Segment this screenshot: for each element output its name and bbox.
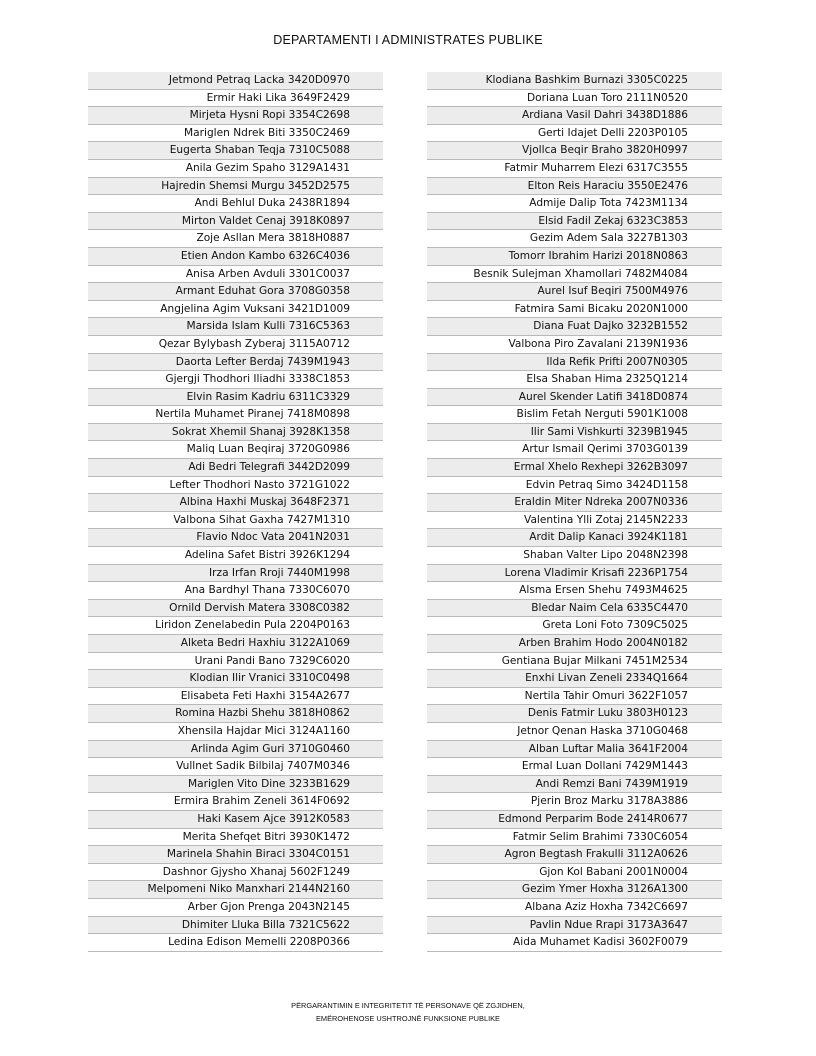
list-row: Gjergji Thodhori Iliadhi 3338C1853 [88, 371, 383, 389]
list-row: Arben Brahim Hodo 2004N0182 [427, 635, 722, 653]
list-row: Marsida Islam Kulli 7316C5363 [88, 318, 383, 336]
list-row: Adelina Safet Bistri 3926K1294 [88, 547, 383, 565]
list-row: Elsid Fadil Zekaj 6323C3853 [427, 213, 722, 231]
footer-line-2: EMËROHENOSE USHTROJNË FUNKSIONE PUBLIKE [316, 1014, 500, 1023]
list-row: Mariglen Ndrek Biti 3350C2469 [88, 125, 383, 143]
list-row: Arber Gjon Prenga 2043N2145 [88, 899, 383, 917]
list-row: Hajredin Shemsi Murgu 3452D2575 [88, 178, 383, 196]
list-row: Artur Ismail Qerimi 3703G0139 [427, 441, 722, 459]
list-row: Ermir Haki Lika 3649F2429 [88, 90, 383, 108]
list-row: Doriana Luan Toro 2111N0520 [427, 90, 722, 108]
list-row: Anisa Arben Avduli 3301C0037 [88, 266, 383, 284]
list-row: Klodian Ilir Vranici 3310C0498 [88, 670, 383, 688]
list-row: Andi Behlul Duka 2438R1894 [88, 195, 383, 213]
list-row: Ardit Dalip Kanaci 3924K1181 [427, 529, 722, 547]
list-row: Mariglen Vito Dine 3233B1629 [88, 776, 383, 794]
list-row: Marinela Shahin Biraci 3304C0151 [88, 846, 383, 864]
list-row: Xhensila Hajdar Mici 3124A1160 [88, 723, 383, 741]
list-row: Bledar Naim Cela 6335C4470 [427, 600, 722, 618]
list-row: Ardiana Vasil Dahri 3438D1886 [427, 107, 722, 125]
list-row: Eugerta Shaban Teqja 7310C5088 [88, 142, 383, 160]
list-row: Edmond Perparim Bode 2414R0677 [427, 811, 722, 829]
list-row: Andi Remzi Bani 7439M1919 [427, 776, 722, 794]
list-row: Shaban Valter Lipo 2048N2398 [427, 547, 722, 565]
list-row: Dashnor Gjysho Xhanaj 5602F1249 [88, 864, 383, 882]
list-row: Jetmond Petraq Lacka 3420D0970 [88, 72, 383, 90]
list-row: Valbona Sihat Gaxha 7427M1310 [88, 512, 383, 530]
list-row: Gezim Ymer Hoxha 3126A1300 [427, 881, 722, 899]
list-row: Aida Muhamet Kadisi 3602F0079 [427, 934, 722, 952]
list-row: Qezar Bylybash Zyberaj 3115A0712 [88, 336, 383, 354]
list-row: Flavio Ndoc Vata 2041N2031 [88, 529, 383, 547]
page-title: DEPARTAMENTI I ADMINISTRATES PUBLIKE [273, 33, 543, 47]
list-row: Etien Andon Kambo 6326C4036 [88, 248, 383, 266]
list-row: Ermal Luan Dollani 7429M1443 [427, 758, 722, 776]
list-row: Ilir Sami Vishkurti 3239B1945 [427, 424, 722, 442]
list-row: Ermal Xhelo Rexhepi 3262B3097 [427, 459, 722, 477]
list-row: Enxhi Livan Zeneli 2334Q1664 [427, 670, 722, 688]
list-row: Eraldin Miter Ndreka 2007N0336 [427, 494, 722, 512]
list-row: Albina Haxhi Muskaj 3648F2371 [88, 494, 383, 512]
list-row: Adi Bedri Telegrafi 3442D2099 [88, 459, 383, 477]
list-row: Valentina Ylli Zotaj 2145N2233 [427, 512, 722, 530]
list-row: Gezim Adem Sala 3227B1303 [427, 230, 722, 248]
right-name-list [427, 72, 722, 952]
list-row: Diana Fuat Dajko 3232B1552 [427, 318, 722, 336]
list-row: Mirjeta Hysni Ropi 3354C2698 [88, 107, 383, 125]
list-row: Ermira Brahim Zeneli 3614F0692 [88, 793, 383, 811]
footer-line-1: PËRGARANTIMIN E INTEGRITETIT TË PERSONAVE QË ZGJIDHEN, [291, 1001, 525, 1010]
left-name-list [88, 72, 383, 952]
list-row: Fatmir Muharrem Elezi 6317C3555 [427, 160, 722, 178]
list-row: Lefter Thodhori Nasto 3721G1022 [88, 477, 383, 495]
list-row: Pjerin Broz Marku 3178A3886 [427, 793, 722, 811]
list-row: Haki Kasem Ajce 3912K0583 [88, 811, 383, 829]
list-row: Nertila Tahir Omuri 3622F1057 [427, 688, 722, 706]
list-row: Maliq Luan Beqiraj 3720G0986 [88, 441, 383, 459]
list-row: Melpomeni Niko Manxhari 2144N2160 [88, 881, 383, 899]
list-row: Ornild Dervish Matera 3308C0382 [88, 600, 383, 618]
list-row: Anila Gezim Spaho 3129A1431 [88, 160, 383, 178]
list-row: Merita Shefqet Bitri 3930K1472 [88, 829, 383, 847]
list-row: Agron Begtash Frakulli 3112A0626 [427, 846, 722, 864]
list-row: Greta Loni Foto 7309C5025 [427, 617, 722, 635]
list-row: Zoje Asllan Mera 3818H0887 [88, 230, 383, 248]
list-row: Liridon Zenelabedin Pula 2204P0163 [88, 617, 383, 635]
list-row: Elton Reis Haraciu 3550E2476 [427, 178, 722, 196]
list-row: Mirton Valdet Cenaj 3918K0897 [88, 213, 383, 231]
list-row: Valbona Piro Zavalani 2139N1936 [427, 336, 722, 354]
list-row: Irza Irfan Rroji 7440M1998 [88, 565, 383, 583]
list-row: Romina Hazbi Shehu 3818H0862 [88, 705, 383, 723]
list-row: Gjon Kol Babani 2001N0004 [427, 864, 722, 882]
list-row: Armant Eduhat Gora 3708G0358 [88, 283, 383, 301]
list-row: Klodiana Bashkim Burnazi 3305C0225 [427, 72, 722, 90]
list-row: Besnik Sulejman Xhamollari 7482M4084 [427, 266, 722, 284]
list-row: Daorta Lefter Berdaj 7439M1943 [88, 354, 383, 372]
list-row: Alketa Bedri Haxhiu 3122A1069 [88, 635, 383, 653]
list-row: Admije Dalip Tota 7423M1134 [427, 195, 722, 213]
list-row: Angjelina Agim Vuksani 3421D1009 [88, 301, 383, 319]
list-row: Nertila Muhamet Piranej 7418M0898 [88, 406, 383, 424]
list-row: Tomorr Ibrahim Harizi 2018N0863 [427, 248, 722, 266]
list-row: Denis Fatmir Luku 3803H0123 [427, 705, 722, 723]
list-row: Aurel Isuf Beqiri 7500M4976 [427, 283, 722, 301]
list-row: Alban Luftar Malia 3641F2004 [427, 741, 722, 759]
list-row: Ilda Refik Prifti 2007N0305 [427, 354, 722, 372]
list-row: Vullnet Sadik Bilbilaj 7407M0346 [88, 758, 383, 776]
list-row: Edvin Petraq Simo 3424D1158 [427, 477, 722, 495]
list-row: Ana Bardhyl Thana 7330C6070 [88, 582, 383, 600]
page-footer [0, 999, 816, 1025]
list-row: Arlinda Agim Guri 3710G0460 [88, 741, 383, 759]
list-row: Pavlin Ndue Rrapi 3173A3647 [427, 917, 722, 935]
list-row: Fatmira Sami Bicaku 2020N1000 [427, 301, 722, 319]
list-row: Elisabeta Feti Haxhi 3154A2677 [88, 688, 383, 706]
list-row: Lorena Vladimir Krisafi 2236P1754 [427, 565, 722, 583]
list-row: Dhimiter Lluka Billa 7321C5622 [88, 917, 383, 935]
list-row: Aurel Skender Latifi 3418D0874 [427, 389, 722, 407]
list-row: Gerti Idajet Delli 2203P0105 [427, 125, 722, 143]
list-row: Elvin Rasim Kadriu 6311C3329 [88, 389, 383, 407]
list-row: Jetnor Qenan Haska 3710G0468 [427, 723, 722, 741]
list-row: Fatmir Selim Brahimi 7330C6054 [427, 829, 722, 847]
list-row: Sokrat Xhemil Shanaj 3928K1358 [88, 424, 383, 442]
list-row: Gentiana Bujar Milkani 7451M2534 [427, 653, 722, 671]
list-row: Elsa Shaban Hima 2325Q1214 [427, 371, 722, 389]
list-row: Bislim Fetah Nerguti 5901K1008 [427, 406, 722, 424]
list-row: Vjollca Beqir Braho 3820H0997 [427, 142, 722, 160]
list-row: Urani Pandi Bano 7329C6020 [88, 653, 383, 671]
list-row: Albana Aziz Hoxha 7342C6697 [427, 899, 722, 917]
list-row: Alsma Ersen Shehu 7493M4625 [427, 582, 722, 600]
list-row: Ledina Edison Memelli 2208P0366 [88, 934, 383, 952]
